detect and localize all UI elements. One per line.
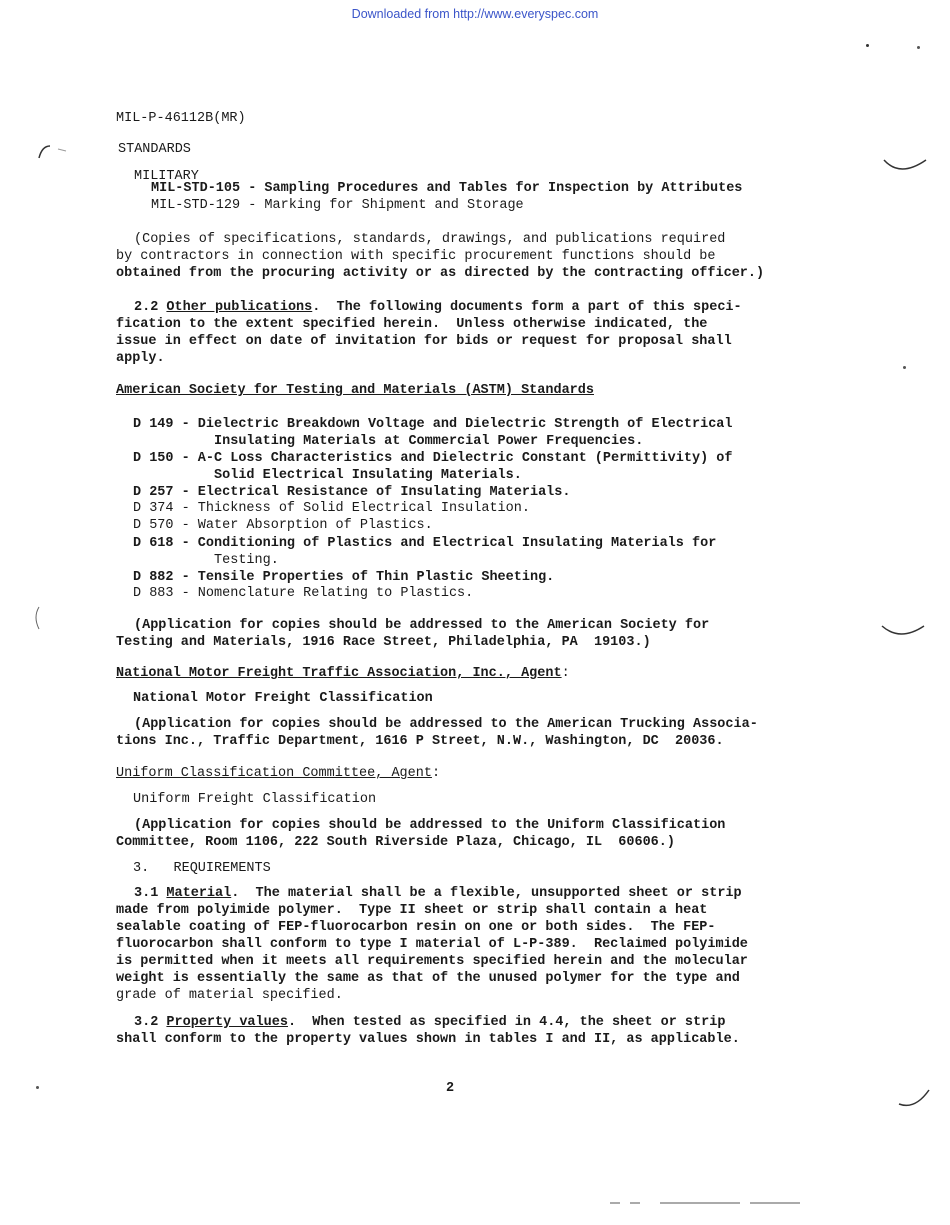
copies-note-line: obtained from the procuring activity or as directed by the contracting officer.) [116, 266, 765, 281]
scan-mark-icon [895, 1088, 935, 1112]
nmfta-heading [116, 665, 570, 682]
scan-dot-icon [917, 46, 920, 49]
requirements-heading: 3. REQUIREMENTS [133, 861, 271, 876]
astm-item: D 374 - Thickness of Solid Electrical Insulation. [133, 501, 530, 516]
section-3-2-line: shall conform to the property values shown in tables I and II, as applicable. [116, 1032, 740, 1047]
section-2-2-line: issue in effect on date of invitation for bids or request for proposal shall [116, 334, 732, 349]
document-id: MIL-P-46112B(MR) [116, 111, 246, 126]
section-2-2-first-line [134, 299, 742, 316]
scan-dot-icon [866, 44, 869, 47]
ucc-note-line: Committee, Room 1106, 222 South Riverside Plaza, Chicago, IL 60606.) [116, 835, 675, 850]
nmfta-note-line: (Application for copies should be addressed to the American Trucking Associa- [134, 717, 758, 732]
scan-dot-icon [36, 1086, 39, 1089]
section-title: Property values [166, 1015, 288, 1030]
section-number: 3.2 [134, 1015, 159, 1030]
section-2-2-line: apply. [116, 351, 165, 366]
section-2-2-line: fication to the extent specified herein. Unless otherwise indicated, the [116, 317, 708, 332]
military-heading: MILITARY [134, 169, 199, 184]
astm-item: D 570 - Water Absorption of Plastics. [133, 518, 433, 533]
copies-note-line: by contractors in connection with specific procurement functions should be [116, 249, 716, 264]
section-3-1-first-line [134, 885, 742, 902]
astm-item: Testing. [133, 553, 279, 568]
nmfta-heading-colon: : [561, 666, 570, 681]
section-text: . The following documents form a part of this speci- [312, 300, 742, 315]
military-item: MIL-STD-105 - Sampling Procedures and Tables for Inspection by Attributes [151, 181, 743, 196]
nmfta-heading-text: National Motor Freight Traffic Association, Inc., Agent [116, 666, 562, 681]
section-3-1-line: is permitted when it meets all requirements specified herein and the molecular [116, 954, 748, 969]
astm-item: D 618 - Conditioning of Plastics and Electrical Insulating Materials for [133, 536, 717, 551]
scan-mark-icon [30, 605, 44, 631]
section-3-2-first-line [134, 1014, 725, 1031]
section-title: Other publications [166, 300, 313, 315]
astm-note-line: Testing and Materials, 1916 Race Street, Philadelphia, PA 19103.) [116, 635, 651, 650]
section-text: . When tested as specified in 4.4, the sheet or strip [287, 1015, 726, 1030]
astm-item: Insulating Materials at Commercial Power Frequencies. [133, 434, 644, 449]
scan-mark-icon [600, 1195, 810, 1209]
section-3-1-line: sealable coating of FEP-fluorocarbon resin on one or both sides. The FEP- [116, 920, 716, 935]
section-3-1-line: fluorocarbon shall conform to type I material of L-P-389. Reclaimed polyimide [116, 937, 748, 952]
ucc-note-line: (Application for copies should be addressed to the Uniform Classification [134, 818, 726, 833]
astm-note-line: (Application for copies should be addressed to the American Society for [134, 618, 710, 633]
section-title: Material [166, 886, 232, 901]
scan-mark-icon [880, 150, 930, 180]
section-text: . The material shall be a flexible, unsupported sheet or strip [231, 886, 742, 901]
section-number: 2.2 [134, 300, 159, 315]
section-3-1-line: weight is essentially the same as that of the unused polymer for the type and [116, 971, 740, 986]
download-banner[interactable]: Downloaded from http://www.everyspec.com [351, 7, 599, 21]
astm-item: D 150 - A-C Loss Characteristics and Dielectric Constant (Permittivity) of [133, 451, 733, 466]
section-number: 3.1 [134, 886, 159, 901]
scan-mark-icon [878, 618, 928, 644]
scan-dot-icon [903, 366, 906, 369]
ucc-heading-colon: : [431, 766, 441, 781]
scan-mark-icon [36, 140, 76, 162]
copies-note-line: (Copies of specifications, standards, drawings, and publications required [134, 232, 726, 247]
astm-item: Solid Electrical Insulating Materials. [133, 468, 522, 483]
page-number: 2 [446, 1081, 455, 1096]
section-3-1-line: made from polyimide polymer. Type II sheet or strip shall contain a heat [116, 903, 708, 918]
nmfta-note-line: tions Inc., Traffic Department, 1616 P Street, N.W., Washington, DC 20036. [116, 734, 724, 749]
military-item: MIL-STD-129 - Marking for Shipment and Storage [151, 198, 524, 213]
astm-heading: American Society for Testing and Materials (ASTM) Standards [116, 383, 594, 398]
nmfta-item: National Motor Freight Classification [133, 691, 433, 706]
astm-item: D 882 - Tensile Properties of Thin Plastic Sheeting. [133, 570, 555, 585]
astm-item: D 883 - Nomenclature Relating to Plastics. [133, 586, 474, 601]
standards-heading: STANDARDS [118, 142, 191, 157]
ucc-item: Uniform Freight Classification [133, 792, 377, 807]
astm-item: D 149 - Dielectric Breakdown Voltage and Dielectric Strength of Electrical [133, 417, 733, 432]
section-3-1-line: grade of material specified. [116, 988, 343, 1003]
astm-item: D 257 - Electrical Resistance of Insulating Materials. [133, 485, 571, 500]
ucc-heading [116, 765, 440, 782]
ucc-heading-text: Uniform Classification Committee, Agent [116, 766, 432, 781]
